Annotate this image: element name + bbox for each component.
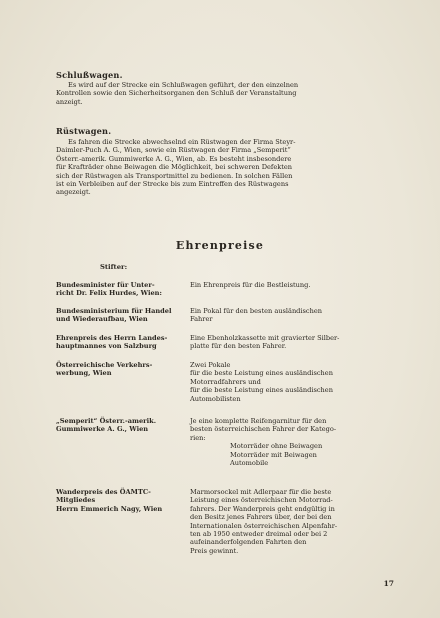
donor-line: werbung, Wien	[56, 369, 112, 378]
ruestwagen-heading: Rüstwagen.	[56, 126, 112, 136]
text-line: Es fahren die Strecke abwechselnd ein Rüstwagen der Firma Steyr-	[68, 138, 296, 146]
donor-line: Bundesministerium für Handel	[56, 307, 172, 315]
text-line: für Krafträder ohne Beiwagen die Möglichkeit, bei schweren Defekten	[56, 163, 293, 172]
text-line: Daimler-Puch A. G., Wien, sowie ein Rüstwagen der Firma „Semperit“	[56, 146, 291, 155]
ehrenpreise-heading: Ehrenpreise	[175, 239, 265, 252]
prize-description	[190, 417, 390, 467]
prize-line: platte für den besten Fahrer.	[190, 342, 287, 351]
prize-line: Motorradfahrers und	[190, 377, 261, 386]
prize-line: Ein Pokal für den besten ausländischen	[190, 307, 322, 315]
prize-description	[190, 334, 390, 351]
prize-description	[190, 488, 390, 555]
schlusswagen-text	[56, 81, 394, 106]
prize-donor	[56, 361, 181, 378]
prize-line: für die beste Leistung eines ausländischen	[190, 369, 333, 378]
prize-description	[190, 361, 390, 403]
donor-line: Bundesminister für Unter-	[56, 281, 155, 289]
prize-line: Je eine komplette Reifengarnitur für den	[190, 417, 327, 425]
prize-line: Eine Ebenholzkassette mit gravierter Silber-	[190, 334, 340, 342]
text-line: Österr.-amerik. Gummiwerke A. G., Wien, ab. Es besteht insbesondere	[56, 154, 292, 163]
donor-line: Wanderpreis des ÖAMTC-	[56, 488, 151, 496]
category-line: Automobile	[230, 459, 269, 468]
text-line: sich der Rüstwagen als Transportmittel zu bedienen. In solchen Fällen	[56, 171, 293, 180]
prize-line: fahrers. Der Wanderpreis geht endgültig in	[190, 504, 335, 513]
prize-line: für die beste Leistung eines ausländischen	[190, 386, 333, 395]
text-line: Es wird auf der Strecke ein Schlußwagen geführt, der den einzelnen	[68, 81, 299, 89]
category-line: Motorräder ohne Beiwagen	[230, 442, 323, 451]
prize-line: Ein Ehrenpreis für die Bestleistung.	[190, 281, 311, 289]
donor-line: „Semperit“ Österr.-amerik.	[56, 417, 157, 425]
prize-line: Zwei Pokale	[190, 361, 231, 369]
prize-description	[190, 307, 390, 324]
text-line: Kontrollen sowie den Sicherheitsorganen den Schluß der Veranstaltung	[56, 89, 297, 98]
donor-line: Herrn Emmerich Nagy, Wien	[56, 504, 163, 513]
prize-description	[190, 281, 390, 289]
prize-line: aufeinanderfolgenden Fahrten den	[190, 538, 307, 547]
text-line: anzeigt.	[56, 97, 83, 106]
ruestwagen-text	[56, 138, 394, 197]
prize-donor	[56, 281, 181, 298]
schlusswagen-heading: Schlußwagen.	[56, 70, 123, 80]
prize-line: ten ab 1950 entweder dreimal oder bei 2	[190, 530, 328, 539]
prize-line: Automobilisten	[190, 394, 241, 403]
text-line: angezeigt.	[56, 188, 91, 197]
donor-line: Gummiwerke A. G., Wien	[56, 425, 149, 434]
prize-line: Marmorsockel mit Adlerpaar für die beste	[190, 488, 332, 496]
category-line: Motorräder mit Beiwagen	[230, 450, 317, 459]
prize-line: Preis gewinnt.	[190, 546, 239, 555]
donor-line: richt Dr. Felix Hurdes, Wien:	[56, 289, 162, 298]
donor-line: Ehrenpreis des Herrn Landes-	[56, 334, 168, 342]
prize-donor	[56, 307, 181, 324]
donor-line: und Wiederaufbau, Wien	[56, 315, 148, 324]
donor-line: Mitgliedes	[56, 496, 96, 505]
donor-line: hauptmannes von Salzburg	[56, 342, 157, 351]
prize-line: den Besitz jenes Fahrers über, der bei den	[190, 513, 332, 522]
donor-line: Österreichische Verkehrs-	[56, 361, 153, 369]
text-line: ist ein Verbleiben auf der Strecke bis zum Eintreffen des Rüstwagens	[56, 180, 289, 189]
prize-line: rien:	[190, 433, 206, 442]
prize-donor	[56, 334, 181, 351]
prize-donor	[56, 488, 181, 513]
prize-donor	[56, 417, 181, 434]
prize-line: Fahrer	[190, 315, 213, 324]
prize-line: Internationalen österreichischen Alpenfahr-	[190, 521, 338, 530]
stifter-label: Stifter:	[100, 263, 128, 271]
page-number: 17	[383, 579, 394, 588]
prize-line: Leistung eines österreichischen Motorrad-	[190, 496, 333, 505]
prize-line: besten österreichischen Fahrer der Katego-	[190, 425, 337, 434]
